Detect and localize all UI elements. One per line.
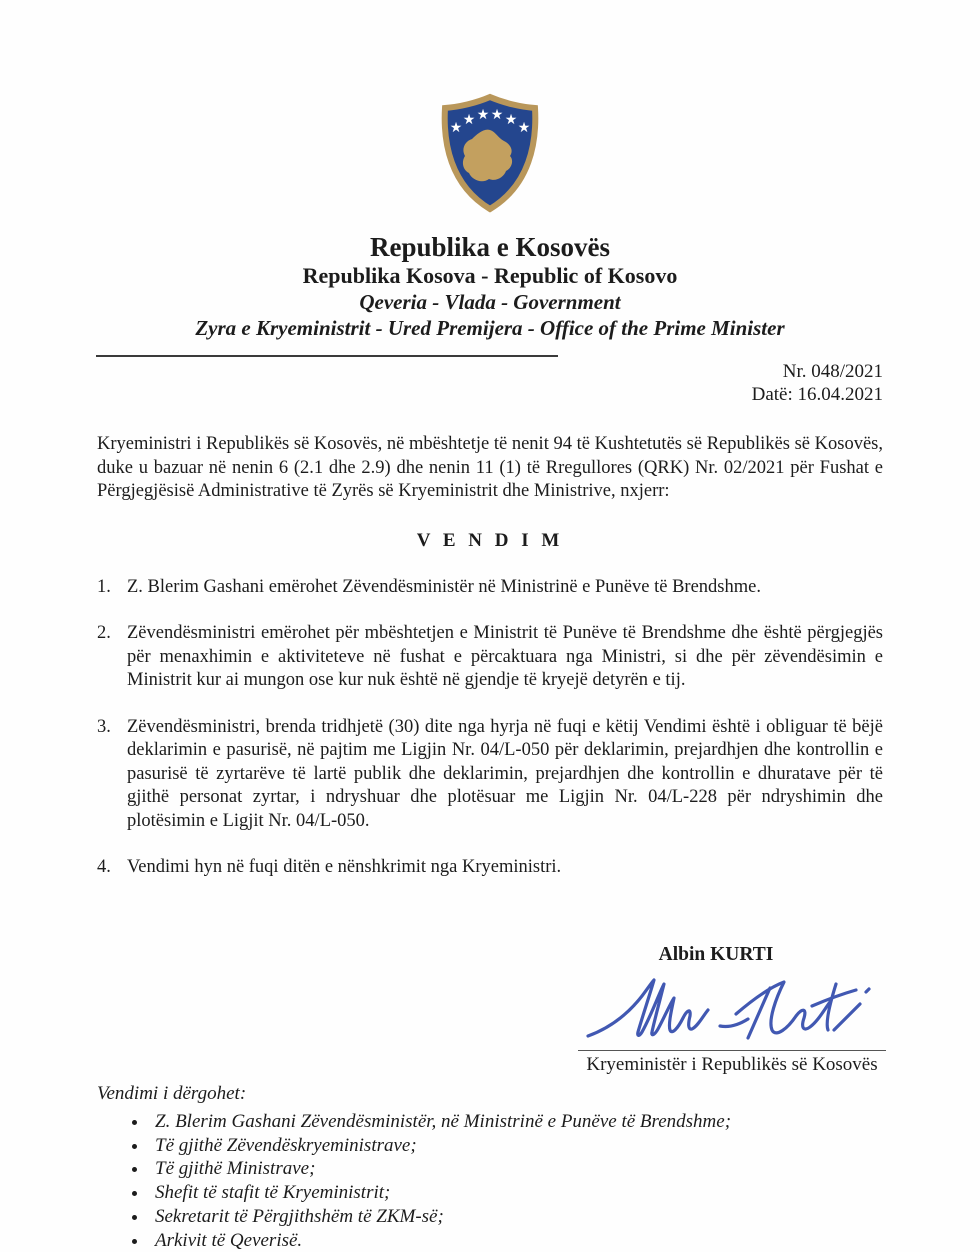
signer-name: Albin KURTI	[658, 944, 774, 965]
item-text: Z. Blerim Gashani emërohet Zëvendësministër në Ministrinë e Punëve të Brendshme.	[127, 576, 761, 597]
distribution-list	[97, 1110, 900, 1252]
svg-text:★: ★	[517, 120, 531, 136]
item-text: Vendimi hyn në fuqi ditën e nënshkrimit nga Kryeministri.	[127, 857, 562, 877]
header-divider	[96, 355, 558, 357]
item-number: 2.	[97, 623, 111, 643]
recipient-item: • Shefit të stafit të Kryeministrit;	[149, 1181, 900, 1205]
kosovo-coat-of-arms-icon	[434, 93, 546, 215]
government-title: Qeveria - Vlada - Government	[359, 290, 621, 314]
recipient-item: • Të gjithë Ministrave;	[149, 1157, 900, 1181]
svg-text:★: ★	[490, 107, 504, 123]
recipient-item: • Sekretarit të Përgjithshëm të ZKM-së;	[149, 1205, 900, 1229]
item-number: 4.	[97, 857, 111, 877]
svg-text:★: ★	[462, 112, 476, 128]
signature-block	[578, 944, 886, 1076]
decision-item	[97, 856, 883, 880]
recipient-item: • Të gjithë Zëvendëskryeministrave;	[149, 1134, 900, 1158]
decision-title: V E N D I M	[416, 529, 564, 551]
document-date: Datë: 16.04.2021	[751, 383, 883, 405]
svg-text:★: ★	[476, 107, 490, 123]
distribution-heading: Vendimi i dërgohet:	[97, 1083, 247, 1104]
item-number: 1.	[97, 576, 111, 597]
svg-text:★: ★	[449, 120, 463, 136]
recipient-item: • Z. Blerim Gashani Zëvendësministër, në Ministrinë e Punëve të Brendshme;	[149, 1110, 900, 1134]
republic-title: Republika e Kosovës	[369, 232, 611, 262]
republic-title-translations: Republika Kosova - Republic of Kosovo	[302, 263, 678, 288]
preamble-paragraph: Kryeministri i Republikës së Kosovës, në mbështetje të nenit 94 të Kushtetutës së Republikës së Kosovës, duke u bazuar në nenin 6 (2.1 dhe 2.9) dhe nenin 11 (1) të Rregullores (QRK) Nr. 02/2021 për Fushat e Përgjegjësisë Administrative të Zyrës së Kryeministrit dhe Ministrive, nxjerr:	[97, 434, 883, 501]
signer-title: Kryeministër i Republikës së Kosovës	[586, 1054, 878, 1075]
decision-item	[97, 716, 883, 834]
document-number: Nr. 048/2021	[782, 361, 883, 382]
document-meta	[0, 361, 883, 406]
recipient-item: • Arkivit të Qeverisë.	[149, 1229, 900, 1252]
office-title: Zyra e Kryeministrit - Ured Premijera - Office of the Prime Minister	[195, 316, 785, 340]
item-number: 3.	[97, 716, 111, 737]
decision-items	[97, 576, 883, 880]
document-header	[0, 0, 980, 341]
item-text: Zëvendësministri emërohet për mbështetjen e Ministrit të Punëve të Brendshme dhe është përgjegjës për menaxhimin e aktiviteteve në fushat e përcaktuara nga Ministri, si dhe për zëvendësimin e Ministrit kur ai mungon ose kur nuk është në gjendje të kryejë detyrën e tij.	[127, 623, 883, 690]
svg-text:★: ★	[504, 112, 518, 128]
distribution-section	[97, 1082, 900, 1252]
decision-item	[97, 622, 883, 693]
item-text: Zëvendësministri, brenda tridhjetë (30) dite nga hyrja në fuqi e këtij Vendimi është i obliguar të bëjë deklarimin e pasurisë, në pajtim me Ligjin Nr. 04/L-050 për deklarimin, prejardhjen dhe kontrollin e pasurisë të zyrtarëve të lartë publik dhe deklarimin, prejardhjen dhe kontrollin e dhuratave për të gjithë personat zyrtar, i ndryshuar dhe plotësuar me Ligjin Nr. 04/L-228 për ndryshimin dhe plotësimin e Ligjit Nr. 04/L-050.	[127, 716, 883, 831]
signature-line	[578, 1050, 886, 1051]
handwritten-signature	[578, 972, 886, 1050]
decision-item	[97, 576, 883, 600]
